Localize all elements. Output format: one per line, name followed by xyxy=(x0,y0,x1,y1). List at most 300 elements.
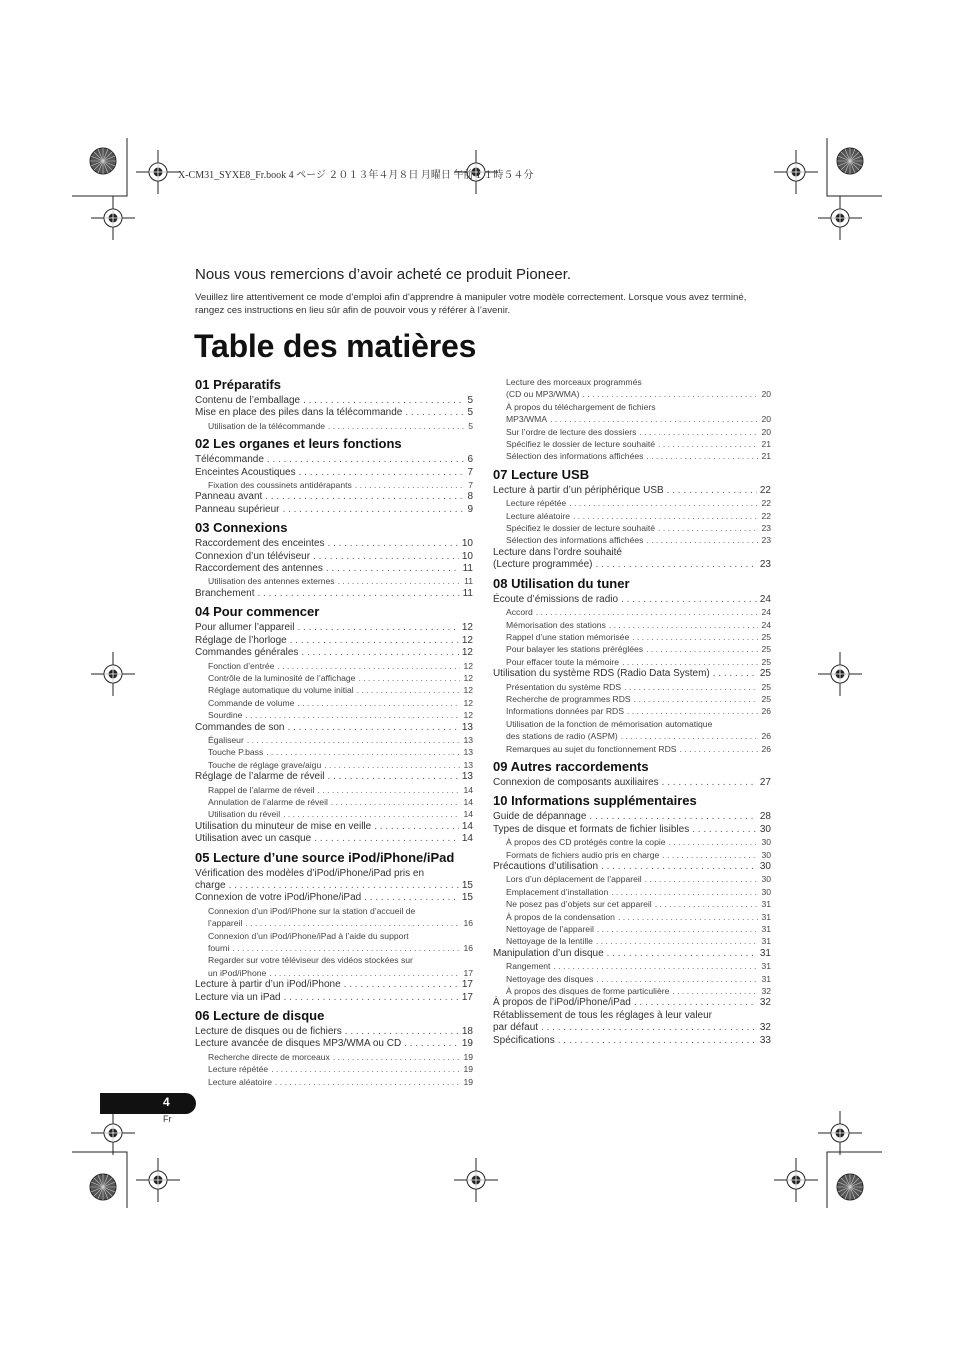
toc-entry-title: Lecture répétée xyxy=(506,498,567,509)
dot-leader xyxy=(569,497,758,509)
dot-leader xyxy=(290,635,459,647)
page-number: 4 xyxy=(163,1095,170,1109)
toc-subentry[interactable] xyxy=(493,388,771,400)
dot-leader xyxy=(680,743,759,755)
toc-subentry[interactable] xyxy=(493,643,771,655)
toc-entry-title: Utilisation de la télécommande xyxy=(208,420,326,431)
toc-entry-page: 7 xyxy=(468,480,473,491)
toc-entry-title: Pour effacer toute la mémoire xyxy=(506,656,620,667)
toc-subentry[interactable] xyxy=(195,967,473,979)
toc-subentry[interactable] xyxy=(195,917,473,929)
toc-entry-page: 25 xyxy=(761,631,771,642)
toc-entry-title: (Lecture programmée) xyxy=(493,559,593,571)
toc-entry-title: Contrôle de la luminosité de l’affichage xyxy=(208,672,356,683)
toc-column-left xyxy=(195,376,473,1088)
toc-entry-title: Accord xyxy=(506,607,533,618)
toc-entry-title: Nettoyage des disques xyxy=(506,973,594,984)
toc-entry[interactable] xyxy=(195,563,473,575)
toc-entry-title: Commande de volume xyxy=(208,697,295,708)
toc-entry-page: 5 xyxy=(467,395,473,406)
toc-entry-title: Connexion de votre iPod/iPhone/iPad xyxy=(195,892,362,904)
toc-subentry[interactable] xyxy=(493,438,771,450)
toc-subentry[interactable] xyxy=(493,426,771,438)
toc-entry-title: À propos de la condensation xyxy=(506,911,615,922)
toc-entry-title: Sélection des informations affichées xyxy=(506,535,644,546)
toc-entry-title: Nettoyage de l’appareil xyxy=(506,924,594,935)
toc-entry-title: par défaut xyxy=(493,1022,539,1034)
dot-leader xyxy=(536,606,759,618)
toc-entry-title: Remarques au sujet du fonctionnement RDS xyxy=(506,743,677,754)
toc-subentry[interactable] xyxy=(493,973,771,985)
toc-subentry[interactable] xyxy=(195,796,473,808)
toc-subentry[interactable] xyxy=(493,450,771,462)
toc-entry[interactable] xyxy=(493,668,771,680)
dot-leader xyxy=(328,538,459,550)
dot-leader xyxy=(344,979,459,991)
dot-leader xyxy=(658,438,758,450)
toc-subentry[interactable] xyxy=(195,784,473,796)
toc-subentry[interactable] xyxy=(493,730,771,742)
toc-entry-line: Lecture dans l’ordre souhaité xyxy=(493,546,622,558)
toc-entry-title: Rappel d’une station mémorisée xyxy=(506,631,630,642)
toc-entry-title: Lecture aléatoire xyxy=(208,1076,273,1087)
page-number-badge xyxy=(100,1093,196,1114)
toc-entry-title: des stations de radio (ASPM) xyxy=(506,731,618,742)
toc-entry-title: À propos des disques de forme particulière xyxy=(506,986,670,997)
toc-entry-title: Utilisation des antennes externes xyxy=(208,576,335,587)
dot-leader xyxy=(247,734,461,746)
toc-subentry[interactable] xyxy=(195,575,473,587)
toc-entry[interactable] xyxy=(493,824,771,836)
dot-leader xyxy=(357,684,461,696)
toc-entry[interactable] xyxy=(195,504,473,516)
dot-leader xyxy=(233,942,461,954)
toc-entry-title: Spécifications xyxy=(493,1034,555,1046)
toc-entry-title: Lecture aléatoire xyxy=(506,510,571,521)
dot-leader xyxy=(550,413,758,425)
toc-subentry[interactable] xyxy=(493,656,771,668)
toc-entry-page: 5 xyxy=(468,420,473,431)
toc-section-heading: 08 Utilisation du tuner xyxy=(493,575,630,591)
dot-leader xyxy=(597,923,759,935)
toc-entry[interactable] xyxy=(493,594,771,606)
toc-entry[interactable] xyxy=(195,771,473,783)
toc-entry-title: Utilisation du réveil xyxy=(208,809,281,820)
toc-entry-title: Commandes de son xyxy=(195,721,285,733)
toc-entry-title: l’appareil xyxy=(208,918,243,929)
dot-leader xyxy=(318,784,461,796)
dot-leader xyxy=(662,849,758,861)
toc-entry-title: Fonction d’entrée xyxy=(208,660,275,671)
toc-entry-page: 21 xyxy=(761,439,771,450)
toc-entry[interactable] xyxy=(195,880,473,892)
toc-entry-title: Pour allumer l’appareil xyxy=(195,622,295,634)
dot-leader xyxy=(245,917,460,929)
dot-leader xyxy=(669,836,759,848)
toc-entry-title: Réglage de l’alarme de réveil xyxy=(195,771,325,783)
toc-section-heading: 06 Lecture de disque xyxy=(195,1008,325,1024)
toc-entry[interactable] xyxy=(195,407,473,419)
toc-subentry[interactable] xyxy=(493,960,771,972)
toc-subentry[interactable] xyxy=(195,660,473,672)
dot-leader xyxy=(283,808,460,820)
toc-entry-title: Panneau supérieur xyxy=(195,503,280,515)
toc-entry[interactable] xyxy=(493,559,771,571)
toc-entry[interactable] xyxy=(493,811,771,823)
dot-leader xyxy=(667,485,757,497)
toc-subentry[interactable] xyxy=(493,497,771,509)
toc-entry-title: Connexion de composants auxiliaires xyxy=(493,776,659,788)
toc-entry-page: 25 xyxy=(761,656,771,667)
dot-leader xyxy=(632,631,758,643)
toc-subentry[interactable] xyxy=(195,759,473,771)
toc-entry-page: 30 xyxy=(759,861,771,872)
dot-leader xyxy=(553,960,758,972)
toc-subentry[interactable] xyxy=(493,510,771,522)
toc-entry-page: 23 xyxy=(761,523,771,534)
toc-entry-page: 31 xyxy=(761,936,771,947)
toc-entry[interactable] xyxy=(195,722,473,734)
dot-leader xyxy=(655,898,759,910)
toc-entry[interactable] xyxy=(195,551,473,563)
dot-leader xyxy=(245,709,460,721)
toc-entry-title: Lecture de disques ou de fichiers xyxy=(195,1026,342,1038)
toc-entry-page: 30 xyxy=(761,849,771,860)
toc-subentry[interactable] xyxy=(493,681,771,693)
toc-subentry[interactable] xyxy=(195,672,473,684)
toc-entry[interactable] xyxy=(195,538,473,550)
toc-entry-title: Écoute d’émissions de radio xyxy=(493,593,619,605)
dot-leader xyxy=(257,588,459,600)
dot-leader xyxy=(298,622,459,634)
toc-entry-title: Branchement xyxy=(195,587,255,599)
toc-entry-page: 11 xyxy=(462,587,473,599)
dot-leader xyxy=(358,672,460,684)
dot-leader xyxy=(313,551,459,563)
toc-subentry[interactable] xyxy=(195,734,473,746)
dot-leader xyxy=(672,985,758,997)
dot-leader xyxy=(303,395,464,407)
intro-text: Veuillez lire attentivement ce mode d’emploi afin d’apprendre à manipuler votre modèle correctement. Lorsque vous avez terminé, rangez ces instructions en lieu sûr afin de pouvoir vous y référer à l’avenir. xyxy=(195,292,747,316)
toc-entry-page: 18 xyxy=(461,1026,473,1038)
toc-entry-line: Utilisation de la fonction de mémorisation automatique xyxy=(506,718,713,729)
dot-leader xyxy=(338,575,461,587)
toc-entry-title: Raccordement des enceintes xyxy=(195,538,325,550)
toc-entry[interactable] xyxy=(493,1035,771,1047)
toc-entry-page: 9 xyxy=(467,503,473,515)
toc-entry-page: 30 xyxy=(759,823,771,835)
toc-section-heading: 05 Lecture d’une source iPod/iPhone/iPad xyxy=(195,849,455,865)
toc-entry-title: Spécifiez le dossier de lecture souhaité xyxy=(506,439,656,450)
toc-subentry[interactable] xyxy=(493,534,771,546)
toc-subentry[interactable] xyxy=(493,849,771,861)
toc-entry-title: À propos des CD protégés contre la copie xyxy=(506,837,666,848)
toc-entry[interactable] xyxy=(195,622,473,634)
toc-entry-page: 24 xyxy=(761,607,771,618)
toc-entry-title: Ne posez pas d’objets sur cet appareil xyxy=(506,899,652,910)
toc-subentry[interactable] xyxy=(493,705,771,717)
toc-entry-title: Utilisation du minuteur de mise en veille xyxy=(195,820,372,832)
toc-entry-page: 13 xyxy=(463,747,473,758)
toc-subentry[interactable] xyxy=(195,942,473,954)
toc-subentry[interactable] xyxy=(493,873,771,885)
toc-entry[interactable] xyxy=(195,454,473,466)
toc-entry-page: 14 xyxy=(461,833,473,845)
toc-subentry[interactable] xyxy=(493,923,771,935)
toc-subentry[interactable] xyxy=(493,886,771,898)
toc-entry-title: Mise en place des piles dans la télécommande xyxy=(195,407,403,419)
toc-entry-page: 19 xyxy=(463,1076,473,1087)
toc-entry-page: 30 xyxy=(761,837,771,848)
toc-entry-page: 17 xyxy=(461,979,473,991)
dot-leader xyxy=(646,643,758,655)
toc-entry-page: 13 xyxy=(461,771,473,783)
toc-entry-title: Rangement xyxy=(506,961,551,972)
toc-entry[interactable] xyxy=(493,777,771,789)
toc-entry-page: 14 xyxy=(463,796,473,807)
toc-entry[interactable] xyxy=(195,395,473,407)
dot-leader xyxy=(299,467,465,479)
dot-leader xyxy=(404,1038,459,1050)
toc-section-heading: 07 Lecture USB xyxy=(493,466,590,482)
dot-leader xyxy=(364,892,459,904)
toc-entry-line: Connexion d’un iPod/iPhone sur la station d’accueil de xyxy=(208,905,416,916)
toc-entry[interactable] xyxy=(195,821,473,833)
toc-subentry[interactable] xyxy=(493,935,771,947)
toc-entry-title: Touche de réglage grave/aigu xyxy=(208,759,322,770)
page-title: Table des matières xyxy=(194,328,477,364)
toc-entry-title: Raccordement des antennes xyxy=(195,563,323,575)
toc-entry-title: Précautions d’utilisation xyxy=(493,861,599,872)
toc-entry-page: 19 xyxy=(461,1038,473,1050)
dot-leader xyxy=(646,450,758,462)
toc-entry[interactable] xyxy=(195,467,473,479)
toc-subentry[interactable] xyxy=(493,522,771,534)
toc-entry-title: Emplacement d’installation xyxy=(506,886,609,897)
toc-entry[interactable] xyxy=(195,491,473,503)
toc-entry[interactable] xyxy=(195,647,473,659)
toc-entry-page: 12 xyxy=(461,634,473,646)
toc-subentry[interactable] xyxy=(493,911,771,923)
toc-entry-page: 12 xyxy=(461,622,473,634)
toc-entry[interactable] xyxy=(195,833,473,845)
dot-leader xyxy=(345,1026,459,1038)
dot-leader xyxy=(611,886,758,898)
toc-subentry[interactable] xyxy=(195,684,473,696)
toc-column-right xyxy=(493,376,771,1047)
toc-entry-title: Lecture à partir d’un périphérique USB xyxy=(493,484,664,496)
toc-subentry[interactable] xyxy=(195,479,473,491)
toc-section-heading: 10 Informations supplémentaires xyxy=(493,793,697,809)
toc-subentry[interactable] xyxy=(195,1063,473,1075)
dot-leader xyxy=(331,796,461,808)
toc-entry-page: 24 xyxy=(759,593,771,605)
toc-entry-page: 31 xyxy=(761,973,771,984)
toc-subentry[interactable] xyxy=(493,898,771,910)
dot-leader xyxy=(271,1063,460,1075)
toc-subentry[interactable] xyxy=(493,619,771,631)
dot-leader xyxy=(269,967,460,979)
toc-entry-page: 10 xyxy=(461,538,473,550)
toc-entry[interactable] xyxy=(195,1026,473,1038)
toc-entry-page: 13 xyxy=(461,721,473,733)
toc-entry-title: Sélection des informations affichées xyxy=(506,451,644,462)
dot-leader xyxy=(288,722,459,734)
toc-entry-page: 7 xyxy=(467,466,473,478)
toc-entry-page: 8 xyxy=(467,491,473,503)
dot-leader xyxy=(634,693,759,705)
toc-entry-title: Connexion d’un téléviseur xyxy=(195,550,311,562)
toc-entry[interactable] xyxy=(195,1038,473,1050)
toc-entry-title: Commandes générales xyxy=(195,647,299,659)
toc-section-heading: 01 Préparatifs xyxy=(195,377,281,392)
dot-leader xyxy=(266,746,460,758)
dot-leader xyxy=(355,479,465,491)
toc-entry[interactable] xyxy=(493,861,771,873)
dot-leader xyxy=(284,992,459,1004)
toc-subentry[interactable] xyxy=(195,808,473,820)
toc-entry-page: 23 xyxy=(761,535,771,546)
toc-entry-page: 26 xyxy=(761,706,771,717)
toc-entry-page: 27 xyxy=(759,776,771,788)
toc-entry[interactable] xyxy=(195,892,473,904)
toc-subentry[interactable] xyxy=(493,606,771,618)
toc-entry-title: Panneau avant xyxy=(195,491,263,503)
toc-entry-title: Spécifiez le dossier de lecture souhaité xyxy=(506,523,656,534)
dot-leader xyxy=(645,873,759,885)
toc-subentry[interactable] xyxy=(195,1076,473,1088)
dot-leader xyxy=(314,833,459,845)
toc-subentry[interactable] xyxy=(195,709,473,721)
toc-entry-title: Mémorisation des stations xyxy=(506,619,606,630)
toc-entry-title: Sourdine xyxy=(208,710,243,721)
toc-entry-page: 32 xyxy=(759,1022,771,1034)
dot-leader xyxy=(275,1076,460,1088)
dot-leader xyxy=(328,420,465,432)
toc-entry-page: 19 xyxy=(463,1064,473,1075)
toc-subentry[interactable] xyxy=(493,693,771,705)
toc-entry[interactable] xyxy=(493,1022,771,1034)
toc-subentry[interactable] xyxy=(195,1051,473,1063)
toc-entry-page: 31 xyxy=(761,924,771,935)
dot-leader xyxy=(646,534,758,546)
toc-entry-page: 22 xyxy=(761,498,771,509)
dot-leader xyxy=(326,563,460,575)
dot-leader xyxy=(621,594,757,606)
toc-entry-page: 12 xyxy=(463,660,473,671)
toc-entry-page: 14 xyxy=(461,820,473,832)
toc-entry-page: 15 xyxy=(461,892,473,904)
dot-leader xyxy=(618,911,759,923)
dot-leader xyxy=(265,491,464,503)
toc-section-heading: 04 Pour commencer xyxy=(195,604,320,620)
dot-leader xyxy=(624,681,758,693)
toc-entry-line: Lecture des morceaux programmés xyxy=(506,377,642,387)
toc-entry-page: 12 xyxy=(463,697,473,708)
dot-leader xyxy=(627,705,758,717)
toc-entry-page: 12 xyxy=(463,685,473,696)
toc-section-heading: 02 Les organes et leurs fonctions xyxy=(195,436,402,452)
dot-leader xyxy=(639,426,758,438)
toc-entry-title: Rappel de l’alarme de réveil xyxy=(208,784,315,795)
toc-entry[interactable] xyxy=(195,992,473,1004)
toc-entry[interactable] xyxy=(493,485,771,497)
toc-entry[interactable] xyxy=(493,997,771,1009)
dot-leader xyxy=(277,660,460,672)
dot-leader xyxy=(374,821,459,833)
toc-entry-page: 21 xyxy=(761,451,771,462)
toc-entry-title: charge xyxy=(195,880,226,891)
toc-entry-page: 24 xyxy=(761,619,771,630)
toc-subentry[interactable] xyxy=(195,697,473,709)
dot-leader xyxy=(583,388,759,400)
dot-leader xyxy=(622,656,758,668)
dot-leader xyxy=(283,504,465,516)
toc-entry-title: Enceintes Acoustiques xyxy=(195,466,296,478)
page-language: Fr xyxy=(163,1114,172,1124)
dot-leader xyxy=(596,973,758,985)
toc-entry-page: 10 xyxy=(461,550,473,562)
toc-entry-title: MP3/WMA xyxy=(506,414,548,425)
intro-title: Nous vous remercions d’avoir acheté ce produit Pioneer. xyxy=(195,266,572,283)
toc-entry-page: 11 xyxy=(464,576,473,587)
dot-leader xyxy=(301,647,458,659)
dot-leader xyxy=(692,824,757,836)
toc-entry-title: Formats de fichiers audio pris en charge xyxy=(506,849,660,860)
dot-leader xyxy=(405,407,464,419)
toc-entry-title: À propos de l’iPod/iPhone/iPad xyxy=(493,997,631,1009)
toc-entry-title: Recherche directe de morceaux xyxy=(208,1051,330,1062)
toc-entry-page: 20 xyxy=(761,414,771,425)
toc-entry-page: 31 xyxy=(759,947,771,959)
toc-subentry[interactable] xyxy=(195,746,473,758)
dot-leader xyxy=(713,668,757,680)
dot-leader xyxy=(662,777,757,789)
toc-entry-title: Lecture via un iPad xyxy=(195,991,281,1003)
toc-subentry[interactable] xyxy=(493,836,771,848)
toc-entry-page: 32 xyxy=(761,986,771,997)
toc-entry[interactable] xyxy=(195,635,473,647)
toc-entry-title: Lecture à partir d’un iPod/iPhone xyxy=(195,979,341,991)
toc-entry-page: 20 xyxy=(761,389,771,400)
dot-leader xyxy=(595,559,756,571)
toc-subentry[interactable] xyxy=(493,985,771,997)
toc-section-heading: 09 Autres raccordements xyxy=(493,758,649,774)
toc-entry[interactable] xyxy=(493,948,771,960)
dot-leader xyxy=(609,619,759,631)
toc-subentry[interactable] xyxy=(195,420,473,432)
toc-entry-title: Égaliseur xyxy=(208,734,244,745)
toc-entry-title: un iPod/iPhone xyxy=(208,967,267,978)
toc-entry[interactable] xyxy=(195,979,473,991)
toc-subentry[interactable] xyxy=(493,413,771,425)
toc-entry-title: Utilisation avec un casque xyxy=(195,833,312,845)
toc-entry-page: 32 xyxy=(759,997,771,1009)
toc-section-heading: 03 Connexions xyxy=(195,520,288,536)
toc-subentry[interactable] xyxy=(493,631,771,643)
dot-leader xyxy=(596,935,758,947)
print-header-line: X-CM31_SYXE8_Fr.book 4 ページ ２０１３年４月８日 月曜日 午前１１時５４分 xyxy=(178,170,534,181)
dot-leader xyxy=(601,861,757,873)
toc-entry-page: 12 xyxy=(461,647,473,659)
toc-entry-page: 22 xyxy=(759,484,771,496)
toc-entry-page: 15 xyxy=(461,880,473,891)
toc-subentry[interactable] xyxy=(493,743,771,755)
toc-entry-page: 14 xyxy=(463,784,473,795)
toc-entry-title: Lecture répétée xyxy=(208,1064,269,1075)
toc-entry-page: 25 xyxy=(759,668,771,680)
toc-entry[interactable] xyxy=(195,588,473,600)
